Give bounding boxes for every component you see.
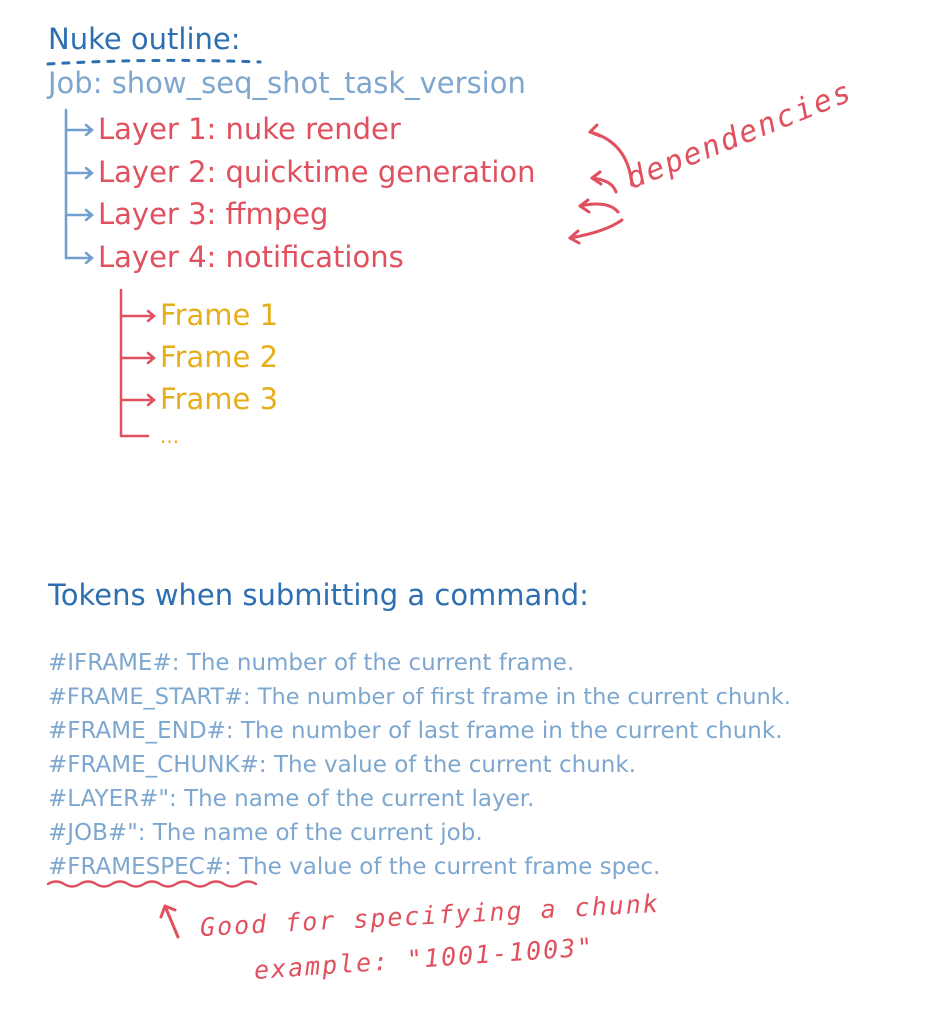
frames-tree-connector <box>121 290 154 436</box>
token-job: #JOB#": The name of the current job. <box>48 820 483 846</box>
job-label: Job: show_seq_shot_task_version <box>48 66 526 100</box>
token-frame-end: #FRAME_END#: The number of last frame in the current chunk. <box>48 718 783 744</box>
token-layer: #LAYER#": The name of the current layer. <box>48 786 535 812</box>
layer-2: Layer 2: quicktime generation <box>98 155 536 189</box>
dependency-arrows <box>570 125 632 243</box>
outline-title: Nuke outline: <box>48 22 241 56</box>
frame-2: Frame 2 <box>160 340 279 374</box>
title-underline <box>48 60 260 64</box>
frames-ellipsis: ... <box>160 424 180 448</box>
dependencies-note: dependencies <box>621 74 858 197</box>
tokens-title: Tokens when submitting a command: <box>48 578 589 612</box>
frame-1: Frame 1 <box>160 298 279 332</box>
layer-4: Layer 4: notifications <box>98 240 404 274</box>
token-iframe: #IFRAME#: The number of the current frame. <box>48 650 575 676</box>
token-frame-chunk: #FRAME_CHUNK#: The value of the current chunk. <box>48 752 637 778</box>
token-framespec: #FRAMESPEC#: The value of the current frame spec. <box>48 854 661 880</box>
layer-3: Layer 3: ffmpeg <box>98 197 329 231</box>
layer-1: Layer 1: nuke render <box>98 112 401 146</box>
frame-3: Frame 3 <box>160 382 279 416</box>
framespec-squiggle <box>48 882 256 887</box>
job-tree-connector <box>66 110 92 263</box>
token-frame-start: #FRAME_START#: The number of first frame in the current chunk. <box>48 684 791 710</box>
chunk-note-line2: example: "1001-1003" <box>252 932 596 985</box>
chunk-note-line1: Good for specifying a chunk <box>199 888 661 942</box>
note-arrow <box>161 906 178 937</box>
